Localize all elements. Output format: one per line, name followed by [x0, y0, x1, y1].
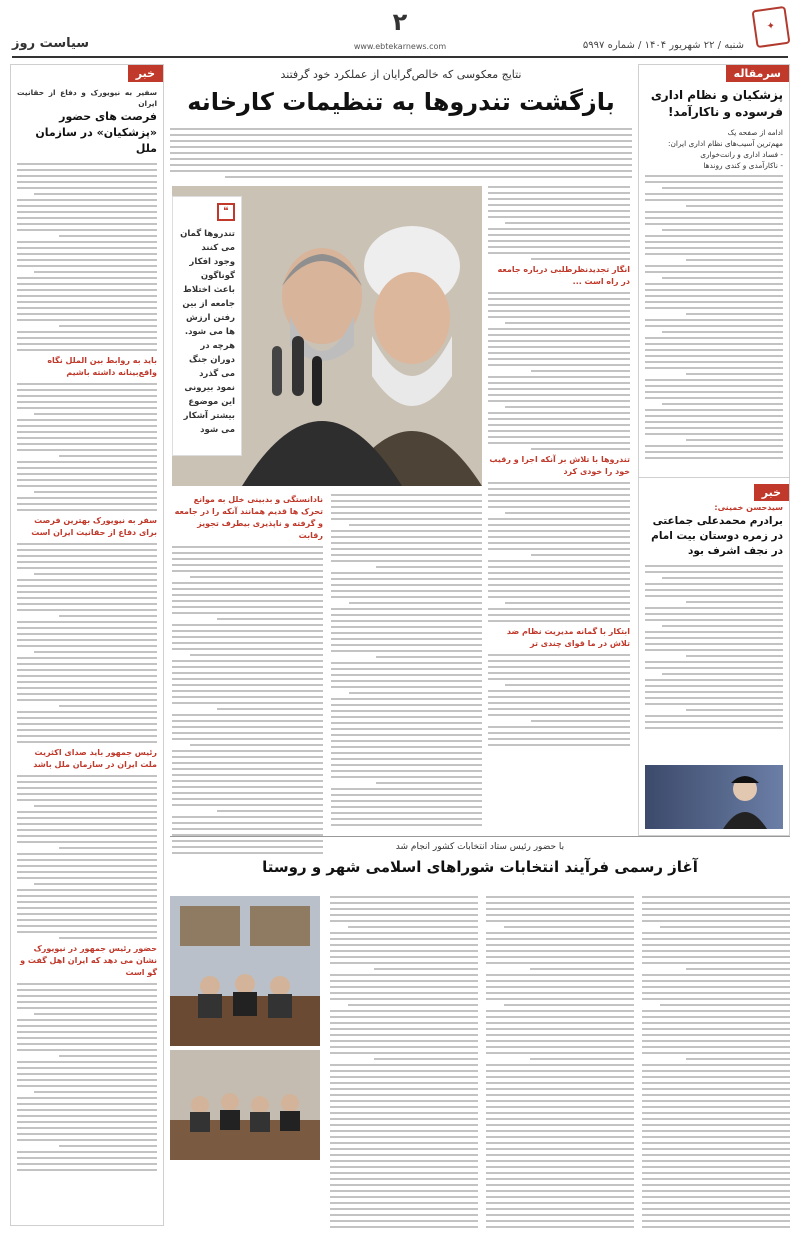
left-subheading: سفر به نیویورک بهترین فرصت برای دفاع از حقانیت ایران است [31, 516, 157, 537]
news-photo [645, 765, 783, 829]
left-pre-title: سفیر به نیویورک و دفاع از حقانیت ایران [17, 88, 157, 108]
page-number: ۲ [392, 8, 408, 36]
section-name: سیاست روز [12, 36, 90, 51]
bottom-divider [170, 836, 790, 837]
editorial-tab-bar [639, 65, 789, 83]
left-subheading: حضور رئیس جمهور در نیویورک نشان می دهد که ایران اهل گفت و گو است [20, 944, 157, 977]
pull-quote-text: تندروها گمان می کنند وجود افکار گوناگون باعث اختلاط جامعه از بین رفتن ارزش ها می شود. هرچه در دوران جنگ می گذرد نمود بیرونی این موضوع بیشتر آشکار می شود [180, 229, 235, 435]
editorial-list-intro: مهم‌ترین آسیب‌های نظام اداری ایران: [667, 139, 783, 148]
logo-seal-icon: ✦ [752, 6, 791, 48]
bottom-article-photo-2 [170, 1050, 320, 1160]
main-article-body-bottom [172, 494, 482, 834]
bottom-article-kicker: با حضور رئیس ستاد انتخابات کشور انجام شد [395, 842, 565, 852]
editorial-tab: سرمقاله [726, 65, 789, 82]
main-article-subheading: انگار تجدیدنظرطلبی درباره جامعه در راه است ... [497, 265, 630, 286]
left-tab-bar [11, 65, 163, 83]
news-column-left [10, 64, 164, 1226]
masthead [12, 8, 788, 60]
editorial-title: پزشکیان و نظام اداری فرسوده و ناکارآمد! [650, 88, 783, 119]
main-article-subheading: ابتکار با گمانه مدیریت نظام ضد تلاش در ما قوای چندی تر [506, 627, 630, 648]
news-body [645, 565, 783, 729]
main-article-subheading: تندروها با تلاش بر آنکه اجرا و رقیب خود را خودی کرد [489, 455, 630, 476]
main-article-lead [170, 128, 632, 182]
main-article-title: بازگشت تندروها به تنظیمات کارخانه [187, 88, 615, 116]
news-title: برادرم محمدعلی جماعتی در زمره دوستان بیت امام در نجف اشرف بود [651, 515, 783, 557]
bottom-article-title: آغاز رسمی فرآیند انتخابات شوراهای اسلامی شهر و روستا [262, 858, 698, 876]
bottom-article-body [330, 896, 790, 1226]
editorial-list-item: - ناکارآمدی و کندی روندها [703, 161, 783, 170]
site-url[interactable]: www.ebtekarnews.com [353, 42, 447, 51]
main-article-kicker: نتایج معکوسی که خالص‌گرایان از عملکرد خود گرفتند [280, 68, 522, 81]
quote-icon: ❝ [217, 203, 235, 221]
meeting-photo-icon [170, 896, 320, 1046]
bottom-article-photo-1 [170, 896, 320, 1046]
news-author: سیدحسن خمینی: [714, 503, 783, 512]
editorial-continue: ادامه از صفحه یک [727, 128, 783, 137]
left-subheading: باید به روابط بین الملل نگاه واقع‌بینانه داشته باشیم [47, 356, 157, 377]
left-subheading: رئیس جمهور باید صدای اکثریت ملت ایران در سازمان ملل باشد [33, 748, 157, 769]
issue-date: شنبه / ۲۲ شهریور ۱۴۰۴ / شماره ۵۹۹۷ [582, 40, 744, 51]
person-photo-icon [645, 765, 783, 829]
editorial-body [645, 175, 783, 459]
officials-photo-icon [170, 1050, 320, 1160]
masthead-divider [12, 56, 788, 58]
main-article-subheading: نادانستگی و بدبینی خلل به موانع تحرک ها قدیم همانند آنکه را در جامعه و گرفته و ناپذیری بیطرف تجویز رقابت [174, 495, 323, 540]
editorial-list-item: - فساد اداری و رانت‌خواری [700, 150, 783, 159]
left-news-title: فرصت های حضور «پزشکیان» در سازمان ملل [35, 110, 157, 155]
main-article-body-right [488, 186, 630, 836]
left-news-tab: خبر [128, 65, 163, 82]
pull-quote [172, 196, 242, 456]
news-tab: خبر [754, 484, 789, 501]
editorial-column [638, 64, 790, 836]
